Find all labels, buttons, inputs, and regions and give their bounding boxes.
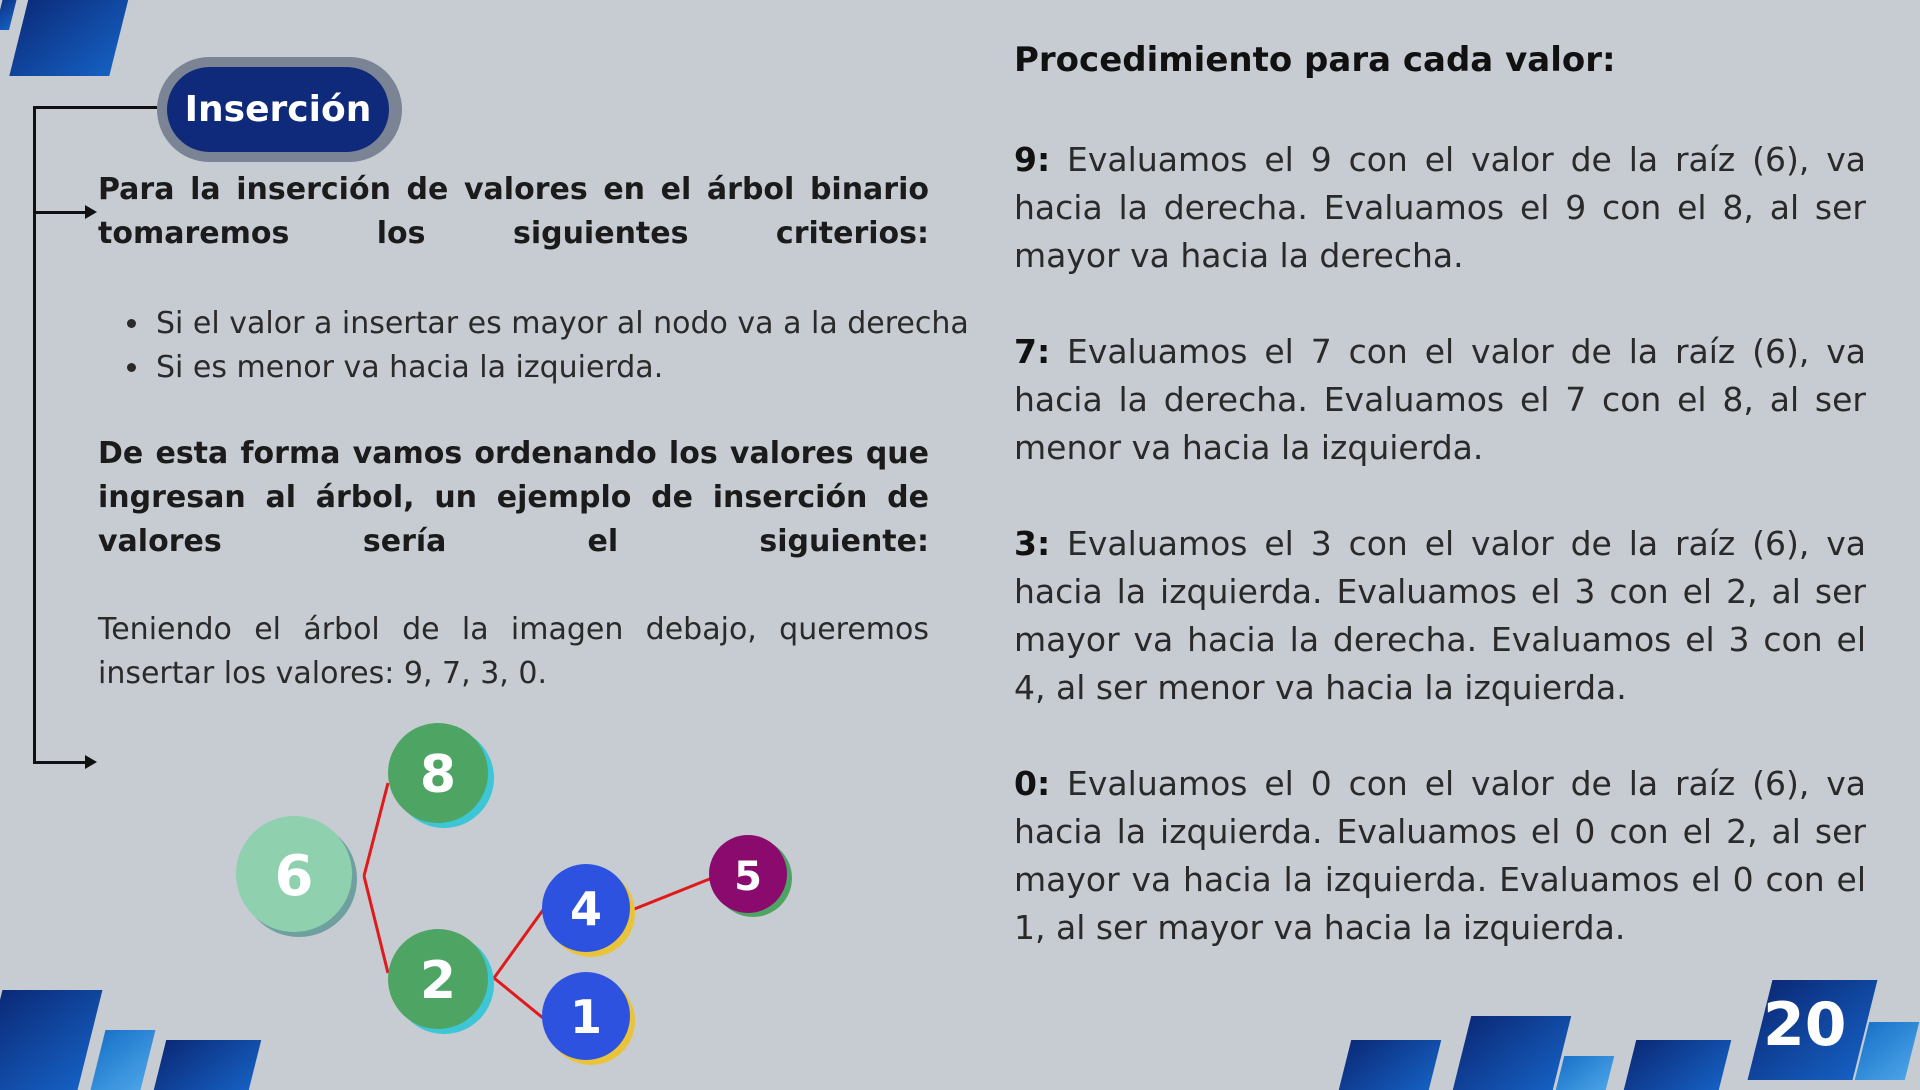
step-key: 7: <box>1014 332 1051 371</box>
step-text: Evaluamos el 9 con el valor de la raíz (6), va hacia la derecha. Evaluamos el 9 con el 8, al ser mayor va hacia la derecha. <box>1014 140 1866 275</box>
decor-bottom-right-block-4 <box>1624 1040 1731 1090</box>
svg-text:5: 5 <box>734 854 762 900</box>
step-key: 3: <box>1014 524 1051 563</box>
decor-bottom-right-block-2 <box>1453 1016 1571 1090</box>
criteria-item: • Si el valor a insertar es mayor al nodo va a la derecha <box>152 302 969 346</box>
tree-node-6 <box>236 816 357 937</box>
procedure-step <box>1014 328 1866 472</box>
tree-node-8 <box>388 723 494 828</box>
step-text: Evaluamos el 3 con el valor de la raíz (6), va hacia la izquierda. Evaluamos el 3 con el 2, al ser mayor va hacia la derecha. Evaluamos el 3 con el 4, al ser menor va hacia la izquierda. <box>1014 524 1866 707</box>
page-title: Inserción <box>167 67 389 152</box>
procedure-title: Procedimiento para cada valor: <box>1014 40 1616 80</box>
procedure-step <box>1014 136 1866 280</box>
step-text: Evaluamos el 7 con el valor de la raíz (6), va hacia la derecha. Evaluamos el 7 con el 8, al ser menor va hacia la izquierda. <box>1014 332 1866 467</box>
step-key: 0: <box>1014 764 1051 803</box>
edge-2-1 <box>494 978 543 1018</box>
tree-node-2 <box>388 929 494 1034</box>
svg-text:6: 6 <box>274 844 314 909</box>
example-text: Teniendo el árbol de la imagen debajo, queremos insertar los valores: 9, 7, 3, 0. <box>98 612 929 691</box>
binary-tree-diagram <box>0 700 820 1080</box>
arrow-right-icon <box>85 205 97 219</box>
decor-top-left-block <box>9 0 130 76</box>
procedure-step <box>1014 760 1866 952</box>
decor-top-left-sliver <box>0 0 19 30</box>
bracket-arrow-1-line <box>35 211 85 214</box>
criteria-list <box>118 302 969 390</box>
intro-text: Para la inserción de valores en el árbol binario tomaremos los siguientes criterios: <box>98 172 929 251</box>
criteria-item: • Si es menor va hacia la izquierda. <box>152 346 969 390</box>
step-text: Evaluamos el 0 con el valor de la raíz (6), va hacia la izquierda. Evaluamos el 0 con el 2, al ser mayor va hacia la izquierda. Evaluamos el 0 con el 1, al ser mayor va hacia la izquierda. <box>1014 764 1866 947</box>
bracket-vertical <box>33 106 36 764</box>
edge-2-4 <box>494 910 543 978</box>
edge-6-8 <box>364 783 388 876</box>
svg-text:1: 1 <box>569 990 603 1044</box>
svg-text:8: 8 <box>419 745 457 805</box>
edge-6-2 <box>364 876 388 973</box>
tree-node-1 <box>542 972 635 1065</box>
edge-4-5 <box>632 878 712 910</box>
step-key: 9: <box>1014 140 1051 179</box>
tree-node-5 <box>709 835 792 917</box>
svg-text:2: 2 <box>419 951 457 1011</box>
decor-bottom-right-block-3 <box>1556 1056 1614 1090</box>
decor-bottom-right-block-1 <box>1339 1040 1441 1090</box>
procedure-step <box>1014 520 1866 712</box>
summary-text: De esta forma vamos ordenando los valores que ingresan al árbol, un ejemplo de inserción de valores sería el siguiente: <box>98 436 929 559</box>
bracket-top-horizontal <box>35 106 157 109</box>
tree-node-4 <box>542 864 635 957</box>
page-number: 20 <box>1763 990 1847 1060</box>
svg-text:4: 4 <box>569 882 603 936</box>
